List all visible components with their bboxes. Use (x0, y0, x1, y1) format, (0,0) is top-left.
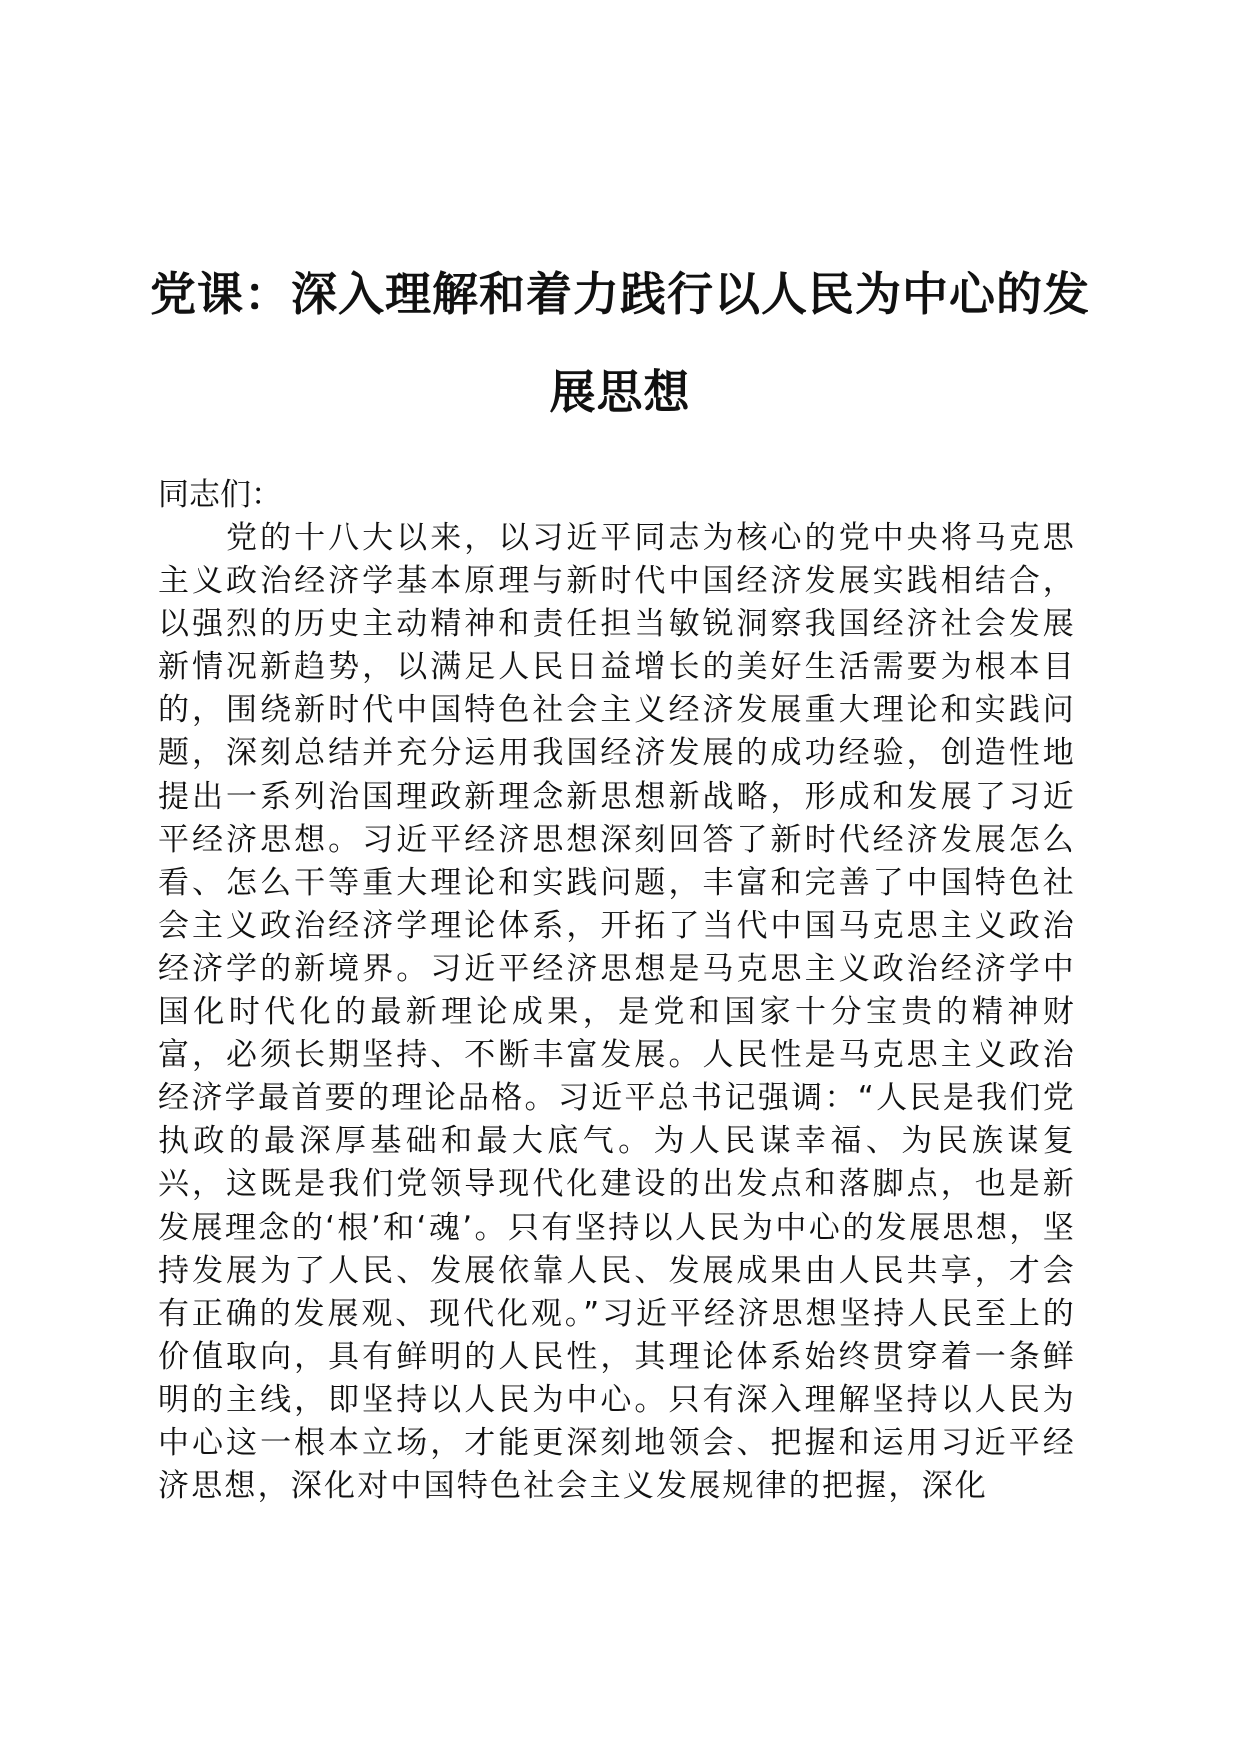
salutation: 同志们： (158, 477, 282, 513)
body-paragraph: 党的十八大以来，以习近平同志为核心的党中央将马克思主义政治经济学基本原理与新时代中国经济发展实践相结合，以强烈的历史主动精神和责任担当敏锐洞察我国经济社会发展新情况新趋势，以满足人民日益增长的美好生活需要为根本目的，围绕新时代中国特色社会主义经济发展重大理论和实践问题，深刻总结并充分运用我国经济发展的成功经验，创造性地提出一系列治国理政新理念新思想新战略，形成和发展了习近平经济思想。习近平经济思想深刻回答了新时代经济发展怎么看、怎么干等重大理论和实践问题，丰富和完善了中国特色社会主义政治经济学理论体系，开拓了当代中国马克思主义政治经济学的新境界。习近平经济思想是马克思主义政治经济学中国化时代化的最新理论成果，是党和国家十分宝贵的精神财富，必须长期坚持、不断丰富发展。人民性是马克思主义政治经济学最首要的理论品格。习近平总书记强调：“人民是我们党执政的最深厚基础和最大底气。为人民谋幸福、为民族谋复兴，这既是我们党领导现代化建设的出发点和落脚点，也是新发展理念的‘根’和‘魂’。只有坚持以人民为中心的发展思想，坚持发展为了人民、发展依靠人民、发展成果由人民共享，才会有正确的发展观、现代化观。”习近平经济思想坚持人民至上的价值取向，具有鲜明的人民性，其理论体系始终贯穿着一条鲜明的主线，即坚持以人民为中心。只有深入理解坚持以人民为中心这一根本立场，才能更深刻地领会、把握和运用习近平经济思想，深化对中国特色社会主义发展规律的把握，深化 (158, 520, 1076, 1505)
document-title: 党课：深入理解和着力践行以人民为中心的发展思想 (150, 267, 1090, 419)
